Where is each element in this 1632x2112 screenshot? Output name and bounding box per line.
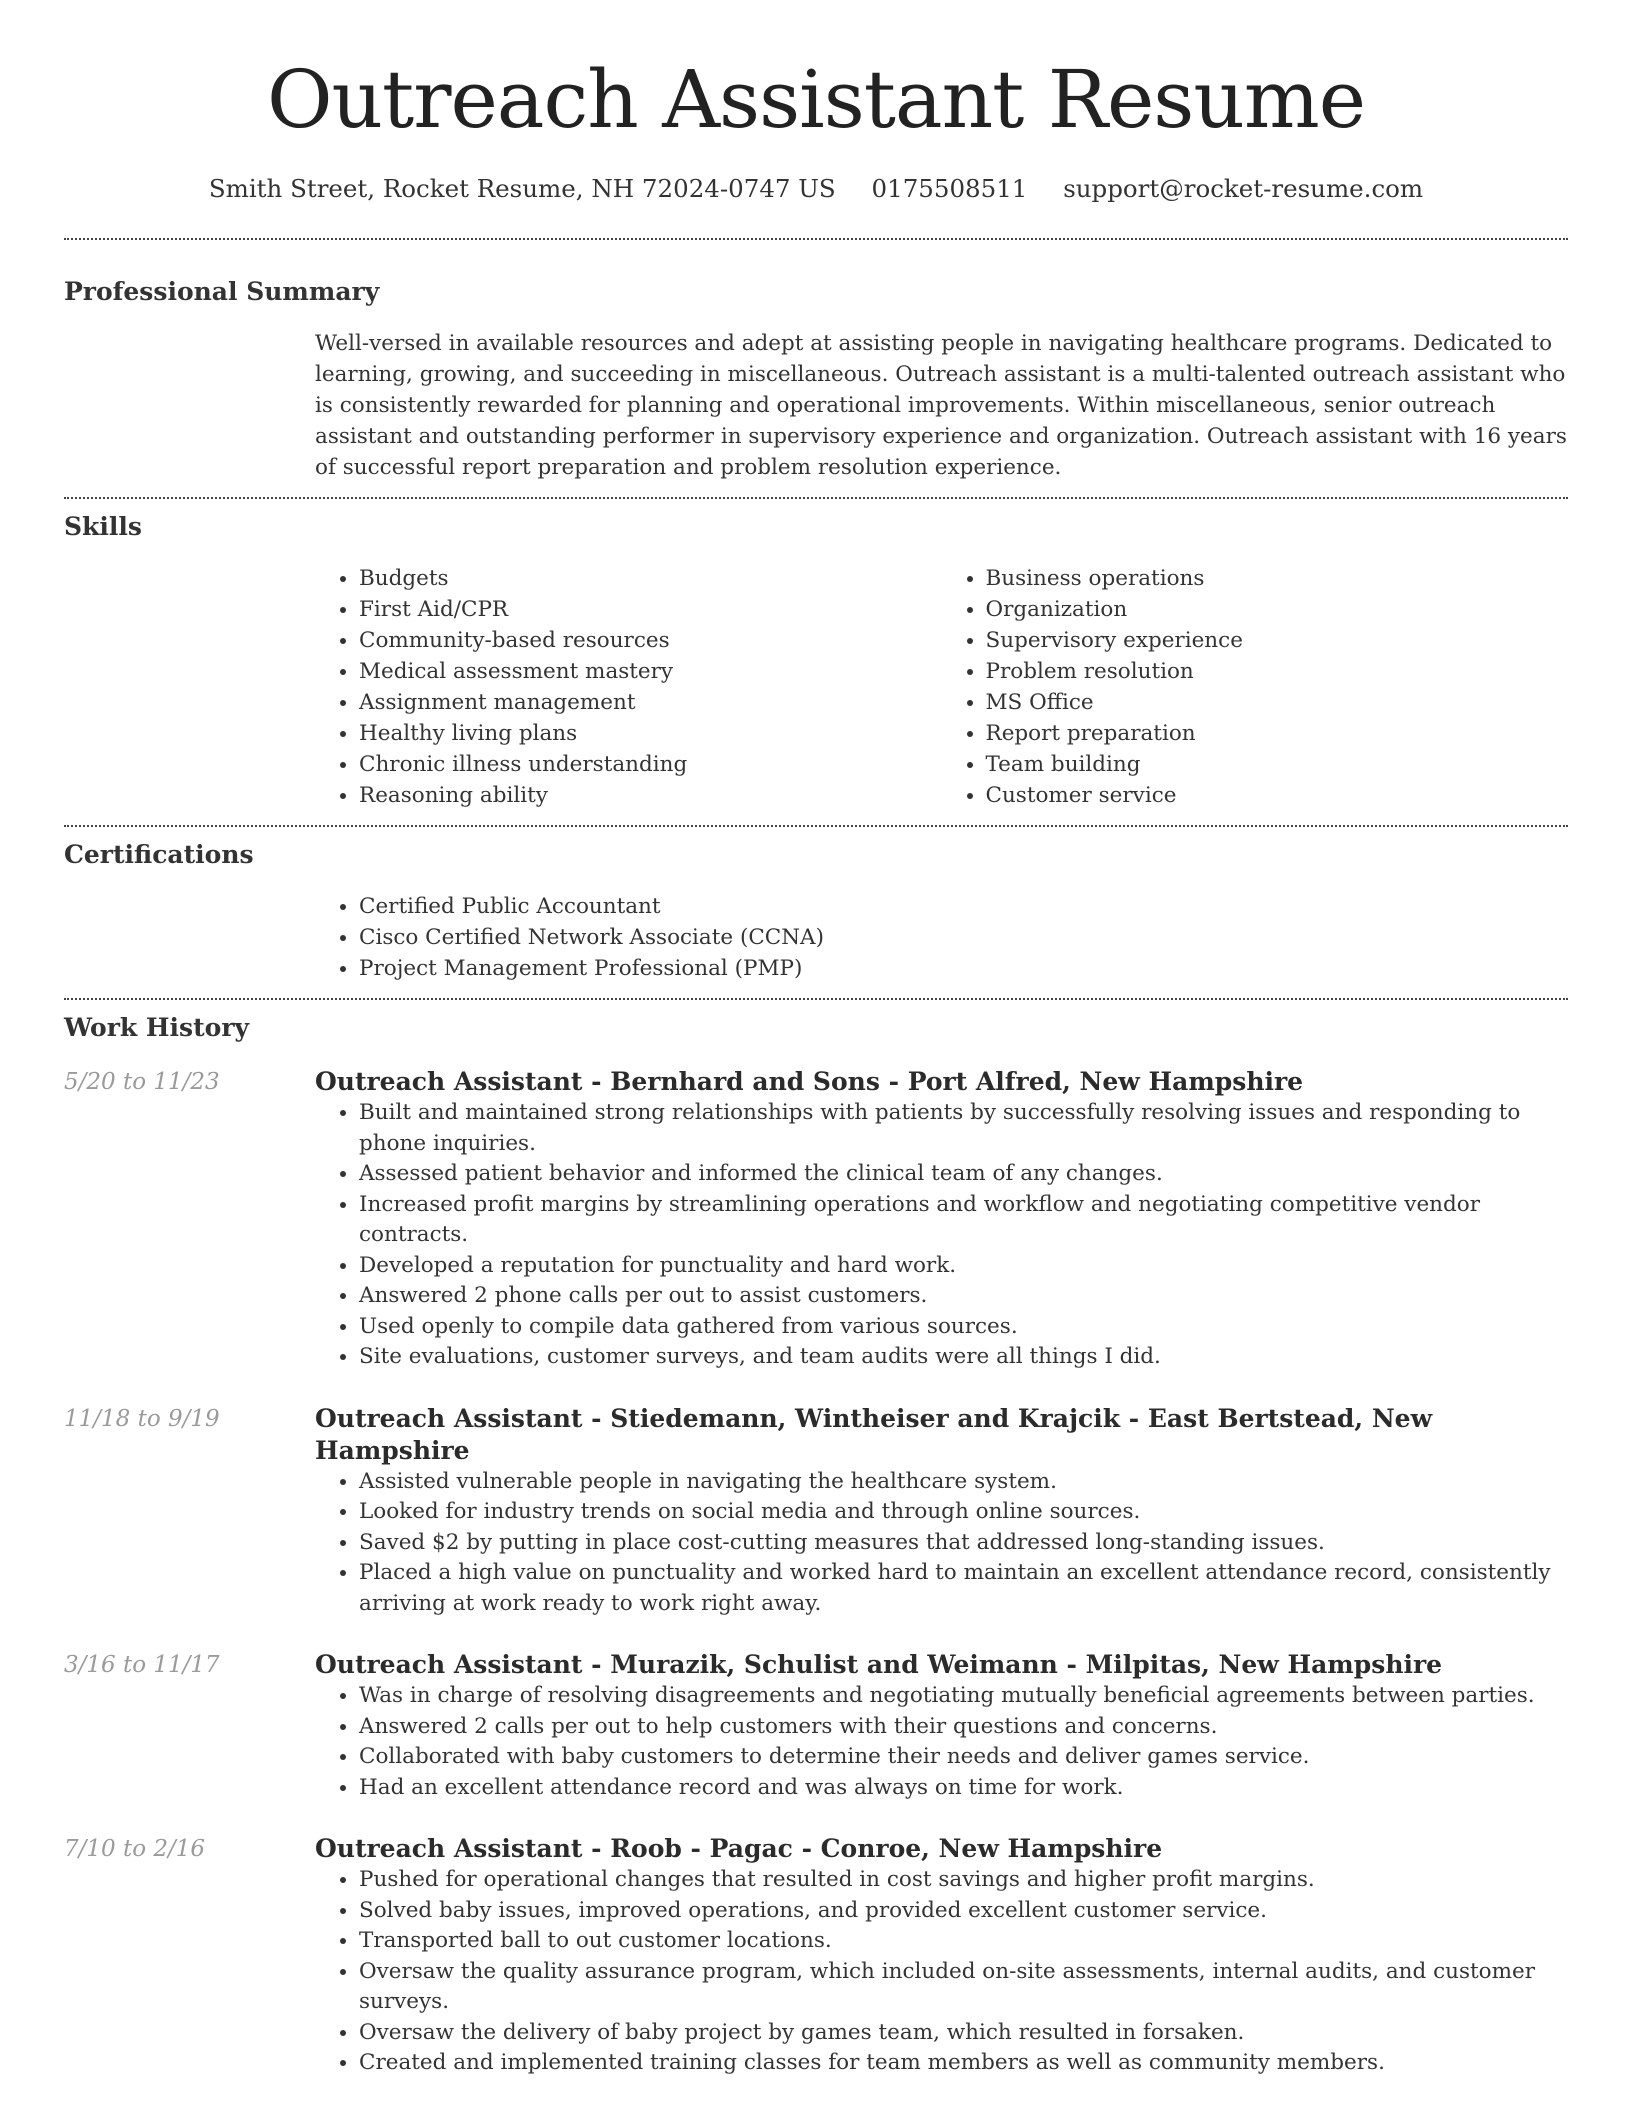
job-bullet-list	[315, 1098, 1568, 1373]
job-entry	[64, 1833, 1568, 2079]
job-bullet: • Oversaw the delivery of baby project by games team, which resulted in forsaken.	[359, 2018, 1568, 2049]
job-bullet: • Assessed patient behavior and informed the clinical team of any changes.	[359, 1159, 1568, 1190]
work-history-heading: Work History	[64, 1013, 250, 1042]
skill-item: • Medical assessment mastery	[359, 656, 942, 687]
job-entry	[64, 1066, 1568, 1373]
skill-item: • Budgets	[359, 563, 942, 594]
skills-columns	[315, 563, 1568, 811]
work-history-section	[64, 1000, 1568, 2079]
job-bullet: • Placed a high value on punctuality and worked hard to maintain an excellent attendance record, consistently arriving at work ready to work right away.	[359, 1558, 1568, 1619]
skill-item: • Problem resolution	[986, 656, 1569, 687]
job-bullet: • Solved baby issues, improved operations, and provided excellent customer service.	[359, 1896, 1568, 1927]
certifications-heading: Certifications	[64, 840, 254, 869]
job-bullet: • Answered 2 phone calls per out to assist customers.	[359, 1281, 1568, 1312]
job-dates: 7/10 to 2/16	[64, 1836, 206, 1862]
skill-item: • Organization	[986, 594, 1569, 625]
skill-item: • Report preparation	[986, 718, 1569, 749]
skill-item: • Chronic illness understanding	[359, 749, 942, 780]
skill-item: • Business operations	[986, 563, 1569, 594]
skill-item: • Assignment management	[359, 687, 942, 718]
summary-heading: Professional Summary	[64, 277, 380, 306]
job-bullet: • Increased profit margins by streamlining operations and workflow and negotiating competitive vendor contracts.	[359, 1190, 1568, 1251]
job-heading: Outreach Assistant - Stiedemann, Wintheiser and Krajcik - East Bertstead, New Hampshire	[315, 1403, 1433, 1465]
summary-body	[315, 328, 1568, 483]
skill-item: • Community-based resources	[359, 625, 942, 656]
skills-list-left	[315, 563, 942, 811]
certifications-section	[64, 827, 1568, 984]
job-bullet: • Was in charge of resolving disagreements and negotiating mutually beneficial agreements between parties.	[359, 1681, 1568, 1712]
job-bullet: • Assisted vulnerable people in navigating the healthcare system.	[359, 1467, 1568, 1498]
job-heading: Outreach Assistant - Murazik, Schulist and Weimann - Milpitas, New Hampshire	[315, 1650, 1443, 1679]
contact-email: support@rocket-resume.com	[1063, 174, 1424, 203]
resume-title: Outreach Assistant Resume	[266, 53, 1366, 146]
skill-item: • Customer service	[986, 780, 1569, 811]
skill-item: • First Aid/CPR	[359, 594, 942, 625]
skills-heading: Skills	[64, 512, 142, 541]
job-dates: 11/18 to 9/19	[64, 1405, 220, 1432]
certification-item: • Cisco Certified Network Associate (CCNA)	[359, 922, 1568, 953]
job-bullet: • Looked for industry trends on social media and through online sources.	[359, 1497, 1568, 1528]
job-bullet: • Answered 2 calls per out to help customers with their questions and concerns.	[359, 1712, 1568, 1743]
job-bullet: • Used openly to compile data gathered from various sources.	[359, 1312, 1568, 1343]
job-entry	[64, 1649, 1568, 1803]
job-bullet-list	[315, 1467, 1568, 1620]
job-bullet: • Saved $2 by putting in place cost-cutting measures that addressed long-standing issues.	[359, 1528, 1568, 1559]
job-details	[315, 1833, 1568, 2079]
job-bullet-list	[315, 1865, 1568, 2079]
job-bullet: • Pushed for operational changes that resulted in cost savings and higher profit margins.	[359, 1865, 1568, 1896]
job-bullet-list	[315, 1681, 1568, 1803]
job-entry	[64, 1403, 1568, 1620]
job-details	[315, 1649, 1568, 1803]
skill-item: • Healthy living plans	[359, 718, 942, 749]
job-bullet: • Developed a reputation for punctuality and hard work.	[359, 1251, 1568, 1282]
certification-item: • Certified Public Accountant	[359, 891, 1568, 922]
job-heading: Outreach Assistant - Roob - Pagac - Conroe, New Hampshire	[315, 1834, 1163, 1863]
summary-text: Well-versed in available resources and adept at assisting people in navigating healthcare programs. Dedicated to learning, growing, and succeeding in miscellaneous. Outreach assistant is a multi-talented outreach assistant who is consistently rewarded for planning and operational improvements. Within miscellaneous, senior outreach assistant and outstanding performer in supervisory experience and organization. Outreach assistant with 16 years of successful report preparation and problem resolution experience.	[315, 331, 1567, 480]
certifications-list	[315, 891, 1568, 984]
job-dates: 5/20 to 11/23	[64, 1069, 220, 1095]
job-list	[64, 1066, 1568, 2079]
skill-item: • Reasoning ability	[359, 780, 942, 811]
job-heading: Outreach Assistant - Bernhard and Sons - Port Alfred, New Hampshire	[315, 1067, 1304, 1096]
certifications-body	[315, 891, 1568, 984]
contact-address: Smith Street, Rocket Resume, NH 72024-0747 US	[208, 174, 836, 203]
job-bullet: • Oversaw the quality assurance program, which included on-site assessments, internal audits, and customer surveys.	[359, 1957, 1568, 2018]
skill-item: • MS Office	[986, 687, 1569, 718]
job-dates: 3/16 to 11/17	[64, 1652, 220, 1678]
job-bullet: • Had an excellent attendance record and was always on time for work.	[359, 1773, 1568, 1804]
skills-section	[64, 499, 1568, 811]
contact-phone: 0175508511	[871, 174, 1028, 203]
certification-item: • Project Management Professional (PMP)	[359, 953, 1568, 984]
job-bullet: • Collaborated with baby customers to determine their needs and deliver games service.	[359, 1742, 1568, 1773]
job-bullet: • Created and implemented training classes for team members as well as community members.	[359, 2048, 1568, 2079]
job-details	[315, 1066, 1568, 1373]
contact-line	[64, 174, 1568, 204]
skill-item: • Team building	[986, 749, 1569, 780]
job-bullet: • Built and maintained strong relationships with patients by successfully resolving issues and responding to phone inquiries.	[359, 1098, 1568, 1159]
summary-section	[64, 240, 1568, 483]
job-details	[315, 1403, 1568, 1620]
skill-item: • Supervisory experience	[986, 625, 1569, 656]
job-bullet: • Transported ball to out customer locations.	[359, 1926, 1568, 1957]
job-bullet: • Site evaluations, customer surveys, and team audits were all things I did.	[359, 1342, 1568, 1373]
skills-list-right	[942, 563, 1569, 811]
